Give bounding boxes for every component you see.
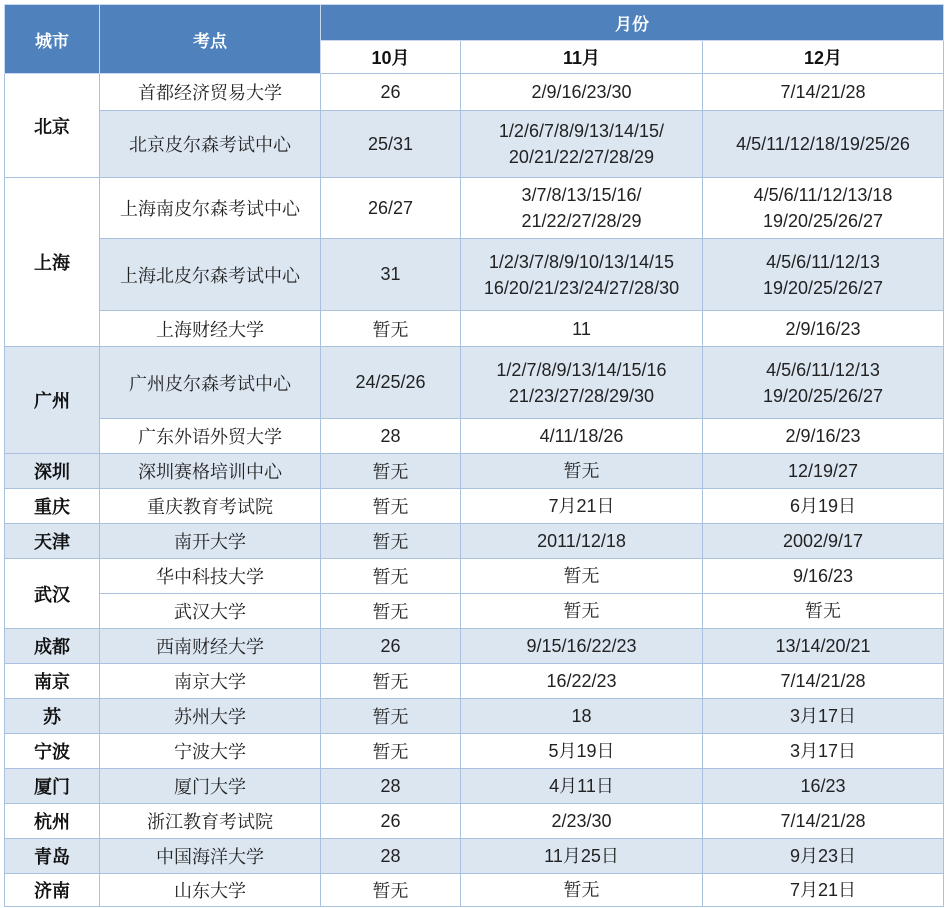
site-cell: 广州皮尔森考试中心 [100,347,321,419]
dec-cell [703,178,944,239]
oct-cell: 26/27 [321,178,461,239]
oct-cell: 31 [321,239,461,311]
oct-cell: 暂无 [321,524,461,559]
dec-date-line: 3月17日 [789,741,857,761]
nov-cell [461,874,703,907]
site-cell: 首都经济贸易大学 [100,74,321,111]
city-cell [5,874,100,907]
header-month-nov: 11月 [461,41,703,74]
city-name: 重庆 [34,497,70,517]
city-cell [5,629,100,664]
oct-cell: 28 [321,419,461,454]
site-cell: 宁波大学 [100,734,321,769]
header-month-dec: 12月 [703,41,944,74]
nov-date-line: 3/7/8/13/15/16/ [521,185,642,205]
site-cell: 重庆教育考试院 [100,489,321,524]
site-cell: 山东大学 [100,874,321,907]
dec-cell [703,874,944,907]
city-name: 济南 [34,881,70,901]
dec-date-line: 9/16/23 [792,566,854,586]
header-row-main [5,5,944,41]
site-cell: 北京皮尔森考试中心 [100,111,321,178]
table-body [5,74,944,907]
city-cell [5,489,100,524]
nov-date-line: 1/2/7/8/9/13/14/15/16 [496,359,667,380]
table-row [5,419,944,454]
table-row [5,524,944,559]
oct-cell: 28 [321,839,461,874]
header-month-oct: 10月 [321,41,461,74]
dec-cell [703,489,944,524]
table-row [5,874,944,907]
table-row [5,769,944,804]
nov-date-line: 11 [572,318,591,339]
dec-cell [703,347,944,419]
nov-date-line: 2/9/16/23/30 [531,82,632,102]
dec-cell [703,769,944,804]
nov-date-line: 11月25日 [544,846,619,866]
site-cell: 西南财经大学 [100,629,321,664]
nov-date-line: 4月11日 [549,776,614,796]
nov-cell [461,454,703,489]
nov-date-line: 16/22/23 [546,671,617,691]
nov-date-line: 21/23/27/28/29/30 [508,385,655,406]
table-row [5,489,944,524]
table-row [5,74,944,111]
table-header [5,5,944,74]
nov-date-line: 2011/12/18 [537,531,626,551]
nov-cell [461,74,703,111]
dec-date-line: 2002/9/17 [782,531,864,551]
oct-cell: 26 [321,629,461,664]
nov-date-line: 暂无 [563,566,600,586]
dec-date-line: 4/5/6/11/12/13 [766,359,880,380]
table-row [5,804,944,839]
city-cell [5,804,100,839]
oct-cell: 暂无 [321,311,461,347]
nov-cell [461,178,703,239]
nov-cell [461,594,703,629]
table-row [5,111,944,178]
nov-date-line: 暂无 [563,880,600,900]
nov-date-line: 7月21日 [548,496,615,516]
dec-cell [703,454,944,489]
dec-date-line: 4/5/6/11/12/13 [766,251,880,272]
dec-date-line: 19/20/25/26/27 [762,385,884,406]
dec-date-line: 9月23日 [789,846,857,866]
dec-date-line: 13/14/20/21 [775,636,871,656]
nov-cell [461,489,703,524]
city-name: 南京 [34,672,70,692]
city-name: 青岛 [34,847,70,867]
dec-date-line: 2/9/16/23 [785,426,861,446]
city-cell [5,347,100,454]
city-cell [5,74,100,178]
nov-cell [461,769,703,804]
dec-date-line: 6月19日 [789,496,857,516]
city-name: 天津 [34,532,70,552]
dec-cell [703,699,944,734]
dec-date-line: 暂无 [805,601,842,621]
city-name: 武汉 [34,584,70,605]
nov-cell [461,419,703,454]
dec-date-line: 19/20/25/26/27 [762,211,884,231]
city-cell [5,524,100,559]
city-name: 苏 [43,707,61,727]
city-name: 上海 [34,253,70,273]
site-cell: 浙江教育考试院 [100,804,321,839]
oct-cell: 暂无 [321,664,461,699]
dec-date-line: 7/14/21/28 [780,671,866,691]
site-cell: 武汉大学 [100,594,321,629]
site-cell: 上海北皮尔森考试中心 [100,239,321,311]
city-cell [5,664,100,699]
dec-date-line: 4/5/11/12/18/19/25/26 [736,134,910,154]
nov-date-line: 9/15/16/22/23 [526,636,637,656]
city-cell [5,559,100,629]
nov-cell [461,664,703,699]
dec-cell [703,239,944,311]
oct-cell: 暂无 [321,454,461,489]
dec-date-line: 7/14/21/28 [780,82,866,102]
table-row [5,347,944,419]
nov-cell [461,804,703,839]
oct-cell: 26 [321,74,461,111]
dec-date-line: 3月17日 [789,706,857,726]
header-city: 城市 [5,5,100,74]
oct-cell: 暂无 [321,559,461,594]
city-cell [5,839,100,874]
table-row [5,311,944,347]
nov-date-line: 2/23/30 [551,811,612,831]
city-cell [5,178,100,347]
site-cell: 上海财经大学 [100,311,321,347]
oct-cell: 暂无 [321,874,461,907]
oct-cell: 28 [321,769,461,804]
nov-cell [461,839,703,874]
oct-cell: 暂无 [321,594,461,629]
dec-cell [703,419,944,454]
nov-date-line: 暂无 [563,601,600,621]
nov-cell [461,734,703,769]
city-name: 杭州 [34,812,70,832]
nov-date-line: 5月19日 [548,741,615,761]
nov-date-line: 暂无 [563,461,600,481]
oct-cell: 暂无 [321,734,461,769]
nov-date-line: 16/20/21/23/24/27/28/30 [483,277,680,298]
oct-cell: 暂无 [321,489,461,524]
dec-cell [703,111,944,178]
site-cell: 华中科技大学 [100,559,321,594]
city-name: 成都 [34,637,70,657]
table-row [5,699,944,734]
city-cell [5,769,100,804]
nov-cell [461,111,703,178]
dec-cell [703,524,944,559]
nov-date-line: 4/11/18/26 [539,426,624,446]
dec-date-line: 16/23 [800,776,846,796]
city-cell [5,454,100,489]
nov-cell [461,524,703,559]
oct-cell: 暂无 [321,699,461,734]
site-cell: 广东外语外贸大学 [100,419,321,454]
dec-date-line: 19/20/25/26/27 [762,277,884,298]
dec-date-line: 12/19/27 [787,461,859,481]
nov-cell [461,347,703,419]
city-name: 宁波 [34,742,70,762]
dec-cell [703,734,944,769]
table-row [5,629,944,664]
nov-date-line: 1/2/6/7/8/9/13/14/15/ [498,121,665,141]
exam-schedule-table-wrapper [4,4,943,907]
table-row [5,454,944,489]
site-cell: 苏州大学 [100,699,321,734]
nov-cell [461,239,703,311]
dec-cell [703,74,944,111]
table-row [5,178,944,239]
oct-cell: 24/25/26 [321,347,461,419]
site-cell: 厦门大学 [100,769,321,804]
header-site: 考点 [100,5,321,74]
site-cell: 南京大学 [100,664,321,699]
dec-date-line: 2/9/16/23 [785,318,861,339]
nov-date-line: 20/21/22/27/28/29 [508,147,655,167]
city-name: 深圳 [34,462,70,482]
oct-cell: 26 [321,804,461,839]
site-cell: 上海南皮尔森考试中心 [100,178,321,239]
table-row [5,734,944,769]
nov-date-line: 21/22/27/28/29 [521,211,642,231]
site-cell: 中国海洋大学 [100,839,321,874]
dec-cell [703,804,944,839]
exam-schedule-table [4,4,944,907]
nov-date-line: 18 [571,706,592,726]
table-row [5,839,944,874]
dec-cell [703,594,944,629]
city-name: 厦门 [34,777,70,797]
dec-date-line: 7月21日 [789,880,857,900]
nov-cell [461,559,703,594]
site-cell: 深圳赛格培训中心 [100,454,321,489]
dec-cell [703,629,944,664]
dec-cell [703,311,944,347]
nov-cell [461,629,703,664]
city-name: 北京 [34,116,70,137]
dec-cell [703,559,944,594]
dec-date-line: 7/14/21/28 [780,811,866,831]
site-cell: 南开大学 [100,524,321,559]
dec-cell [703,664,944,699]
city-name: 广州 [34,391,70,411]
header-month: 月份 [321,5,944,41]
city-cell [5,734,100,769]
dec-date-line: 4/5/6/11/12/13/18 [753,185,893,205]
oct-cell: 25/31 [321,111,461,178]
nov-cell [461,311,703,347]
nov-cell [461,699,703,734]
table-row [5,664,944,699]
table-row [5,594,944,629]
table-row [5,239,944,311]
city-cell [5,699,100,734]
nov-date-line: 1/2/3/7/8/9/10/13/14/15 [488,251,675,272]
table-row [5,559,944,594]
dec-cell [703,839,944,874]
